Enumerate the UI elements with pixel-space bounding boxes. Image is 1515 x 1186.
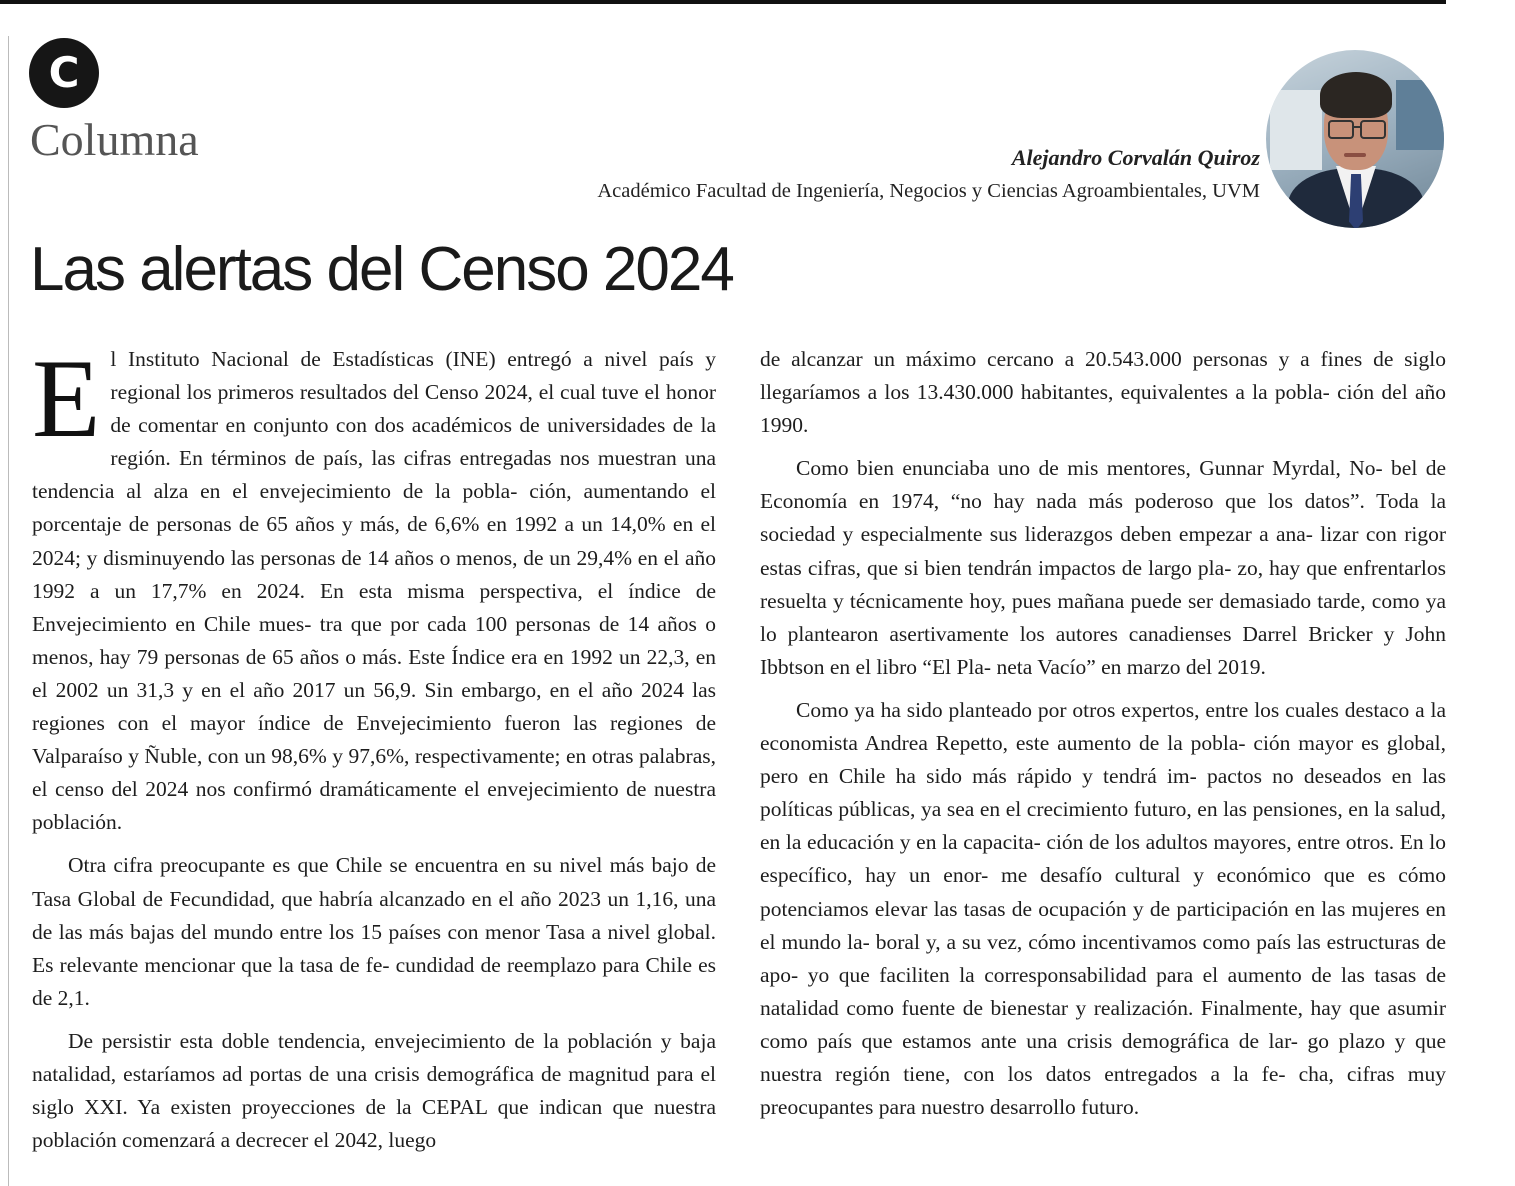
avatar-background-panel [1396,80,1444,150]
right-paragraph-2: Como bien enunciaba uno de mis mentores, Gunnar Myrdal, No- bel de Economía en 1974, “no hay nada más poderoso que los datos”. Toda la sociedad y especialmente sus liderazgos deben empezar a ana- lizar con rigor estas cifras, que si bien tendrán impactos de largo pla- zo, hay que enfrentarlos resuelta y técnicamente hoy, pues mañana puede ser demasiado tarde, como ya lo plantearon asertivamente los autores canadienses Darrel Bricker y John Ibbtson en el libro “El Pla- neta Vacío” en marzo del 2019. [760,456,1446,679]
section-badge-letter: C [48,48,80,97]
avatar-mouth [1344,153,1366,157]
article-column-right [760,343,1446,1134]
avatar-glasses-left [1328,120,1354,139]
author-avatar [1266,50,1444,228]
left-paragraph-1 [32,337,716,839]
left-paragraph-3: De persistir esta doble tendencia, envejecimiento de la población y baja natalidad, estaríamos ad portas de una crisis demográfica de magnitud para el siglo XXI. Ya existen proyecciones de la CEPAL que indican que nuestra población comenzará a decrecer el 2042, luego [32,1028,716,1153]
right-paragraph-1: de alcanzar un máximo cercano a 20.543.000 personas y a fines de siglo llegaríamos a los 13.430.000 habitantes, equivalentes a la pobla- ción del año 1990. [760,347,1446,438]
left-paragraph-1-text: l Instituto Nacional de Estadísticas (INE) entregó a nivel país y regional los primeros resultados del Censo 2024, el cual tuve el honor de comentar en conjunto con dos académicos de universidades de la región. En términos de país, las cifras entregadas nos muestran una tendencia al alza en el envejecimiento de la pobla- ción, aumentando el porcentaje de personas de 65 años y más, de 6,6% en 1992 a un 14,0% en el 2024; y disminuyendo las personas de 14 años o menos, de un 29,4% en el año 1992 a un 17,7% en 2024. En esta misma perspectiva, el índice de Envejecimiento en Chile mues- tra que por cada 100 personas de 14 años o menos, hay 79 personas de 65 años o más. Este Índice era en 1992 un 22,3, en el 2002 un 31,3 y en el año 2017 un 56,9. Sin embargo, en el año 2024 las regiones con el mayor índice de Envejecimiento fueron las regiones de Valparaíso y Ñuble, con un 98,6% y 97,6%, respectivamente; en otras palabras, el censo del 2024 nos confirmó dramáticamente el envejecimiento de nuestra población. [32,347,716,835]
avatar-tie [1349,174,1363,228]
left-paragraph-2: Otra cifra preocupante es que Chile se encuentra en su nivel más bajo de Tasa Global de Fecundidad, que habría alcanzado en el año 2023 un 1,16, una de las más bajas del mundo entre los 15 países con menor Tasa a nivel global. Es relevante mencionar que la tasa de fe- cundidad de reemplazo para Chile es de 2,1. [32,853,716,1010]
drop-cap: E [32,337,101,461]
right-paragraph-3: Como ya ha sido planteado por otros expertos, entre los cuales destaco a la economista Andrea Repetto, este aumento de la pobla- ción mayor es global, pero en Chile ha sido más rápido y tendrá im- pactos no deseados en las políticas públicas, ya sea en el crecimiento futuro, en las pensiones, en la salud, en la educación y en la capacita- ción de los adultos mayores, entre otros. En lo específico, hay un enor- me desafío cultural y económico que es cómo potenciamos elevar las tasas de ocupación y de participación en las mujeres en el mundo la- boral y, a su vez, cómo incentivamos como país las estructuras de apo- yo que faciliten la corresponsabilidad para el aumento de las tasas de natalidad como fuente de bienestar y realización. Finalmente, hay que asumir como país que estamos ante una crisis demográfica de lar- go plazo y que nuestra región tiene, con los datos entregados a la fe- cha, cifras muy preocupantes para nuestro desarrollo futuro. [760,697,1446,1120]
author-name: Alejandro Corvalán Quiroz [1011,145,1260,170]
avatar-background-board [1270,90,1322,170]
avatar-glasses-bridge [1352,126,1360,128]
section-label: Columna [30,114,199,165]
avatar-glasses-right [1360,120,1386,139]
article-column-left [32,337,716,1167]
avatar-hair [1320,72,1392,118]
author-title: Académico Facultad de Ingeniería, Negocios y Ciencias Agroambientales, UVM [597,180,1260,202]
left-rule [8,36,9,1186]
section-badge [29,38,99,108]
top-rule [0,0,1446,4]
article-headline: Las alertas del Censo 2024 [30,235,733,304]
